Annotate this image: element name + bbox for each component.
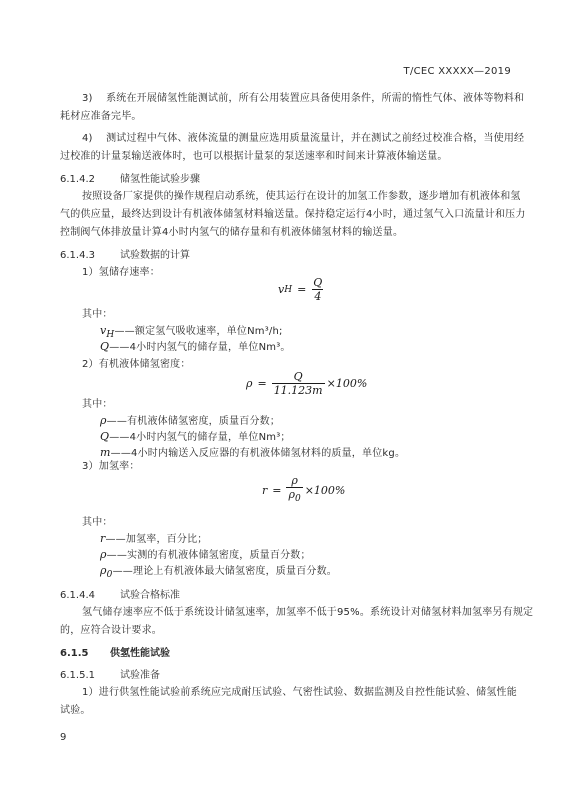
def-symbol: m <box>100 446 111 459</box>
numerator: Q <box>293 370 303 383</box>
section-title: 供氢性能试验 <box>110 648 170 659</box>
def-symbol: Q <box>100 430 110 443</box>
paragraph-line: 试验。 <box>60 705 91 716</box>
formula-hydrogenation-rate: r = $\frac{\rho}{\rho_0}$ ×100% <box>262 474 346 505</box>
definition-line <box>100 338 291 357</box>
def-symbol: ρ <box>100 564 107 577</box>
doc-id: T/CEC XXXXX—2019 <box>403 66 511 77</box>
paragraph-line: 气的供应量，最终达到设计有机液体储氢材料输送量。保持稳定运行4小时，通过氢气入口流量计和压力 <box>60 209 526 220</box>
def-subscript: 0 <box>106 570 113 580</box>
where-label: 其中： <box>82 517 113 528</box>
section-number: 6.1.4.2 <box>60 174 95 185</box>
section-title: 试验数据的计算 <box>120 250 190 261</box>
list-item-3 <box>82 90 524 108</box>
def-text: ——额定氢气吸收速率，单位Nm³/h; <box>114 326 283 337</box>
def-text: ——有机液体储氢密度，质量百分数； <box>106 416 281 427</box>
denominator <box>286 487 302 506</box>
def-symbol: v <box>100 324 107 337</box>
section-title: 试验准备 <box>120 670 160 681</box>
where-label: 其中： <box>82 399 113 410</box>
section-number: 6.1.4.3 <box>60 250 95 261</box>
def-text: ——理论上有机液体最大储氢密度，质量百分数。 <box>112 566 338 577</box>
denominator: 11.123m <box>273 384 323 397</box>
section-heading-6143 <box>60 246 190 261</box>
where-label: 其中： <box>82 309 113 320</box>
item-number: 4) <box>82 133 93 144</box>
def-subscript: H <box>106 330 115 340</box>
def-symbol: Q <box>100 340 110 353</box>
formula-tail: ×100% <box>326 377 368 390</box>
fraction <box>272 370 325 397</box>
section-heading-6144 <box>60 586 180 601</box>
numerator: ρ <box>291 474 298 487</box>
item-text-cont: 过校准的计量泵输送液体时，也可以根据计量泵的泵送速率和时间来计算液体输送量。 <box>60 151 448 162</box>
formula-subscript: H <box>284 284 293 295</box>
numerator: Q <box>313 276 323 289</box>
item-number: 3) <box>82 93 93 104</box>
paragraph-line: 1）进行供氢性能试验前系统应完成耐压试验、气密性试验、数据监测及自控性能试验、储氢性能 <box>82 687 517 698</box>
calc-label-3: 3）加氢率： <box>82 461 140 472</box>
section-title: 试验合格标准 <box>120 590 180 601</box>
calc-label-1: 1）氢储存速率： <box>82 267 160 278</box>
denominator-symbol: ρ <box>288 488 295 501</box>
paragraph-line: 按照设备厂家提供的操作规程启动系统，使其运行在设计的加氢工作参数，逐步增加有机液体和氢 <box>82 191 521 202</box>
formula-symbol: v <box>278 283 285 296</box>
formula-storage-rate: v H = $\frac{Q}{4}$ <box>278 276 323 303</box>
section-number: 6.1.4.4 <box>60 590 95 601</box>
section-heading-6142 <box>60 170 200 185</box>
item-text: 系统在开展储氢性能测试前，所有公用装置应具备使用条件，所需的惰性气体、液体等物料和 <box>106 93 525 104</box>
fraction <box>311 276 324 303</box>
section-heading-615 <box>60 644 170 659</box>
section-heading-6151 <box>60 666 160 681</box>
section-number: 6.1.5 <box>60 648 89 659</box>
item-text: 测试过程中气体、液体流量的测量应选用质量流量计，并在测试之前经过校准合格，当使用经 <box>106 133 525 144</box>
def-symbol: r <box>100 532 106 545</box>
list-item-4 <box>82 130 524 148</box>
item-text-cont: 耗材应准备完毕。 <box>60 111 142 122</box>
section-number: 6.1.5.1 <box>60 670 95 681</box>
denominator: 4 <box>314 290 322 303</box>
paragraph-line: 氢气储存速率应不低于系统设计储氢速率，加氢率不低于95%。系统设计对储氢材料加氢率另有规定 <box>82 607 534 618</box>
def-text: ——实测的有机液体储氢密度，质量百分数； <box>106 550 311 561</box>
denominator-subscript: 0 <box>294 494 301 505</box>
def-symbol: ρ <box>100 414 107 427</box>
paragraph-line: 控制阀气体排放量计算4小时内氢气的储存量和有机液体储氢材料的输送量。 <box>60 227 404 238</box>
calc-label-2: 2）有机液体储氢密度： <box>82 359 191 370</box>
def-symbol: ρ <box>100 548 107 561</box>
page-number: 9 <box>60 732 67 743</box>
formula-storage-density: ρ = $\frac{Q}{11.123m}$ ×100% <box>246 370 368 397</box>
formula-tail: ×100% <box>304 483 346 497</box>
def-text: ——加氢率，百分比； <box>105 534 208 545</box>
formula-symbol: ρ <box>246 377 253 390</box>
paragraph-line: 的，应符合设计要求。 <box>60 625 162 636</box>
fraction <box>286 474 302 506</box>
definition-line <box>100 444 405 463</box>
def-text: ——4小时内输送入反应器的有机液体储氢材料的质量，单位kg。 <box>110 448 406 459</box>
formula-symbol: r <box>262 483 268 497</box>
section-title: 储氢性能试验步骤 <box>120 174 200 185</box>
definition-line <box>100 562 337 584</box>
def-text: ——4小时内氢气的储存量，单位Nm³； <box>109 432 291 443</box>
def-text: ——4小时内氢气的储存量，单位Nm³。 <box>109 342 291 353</box>
